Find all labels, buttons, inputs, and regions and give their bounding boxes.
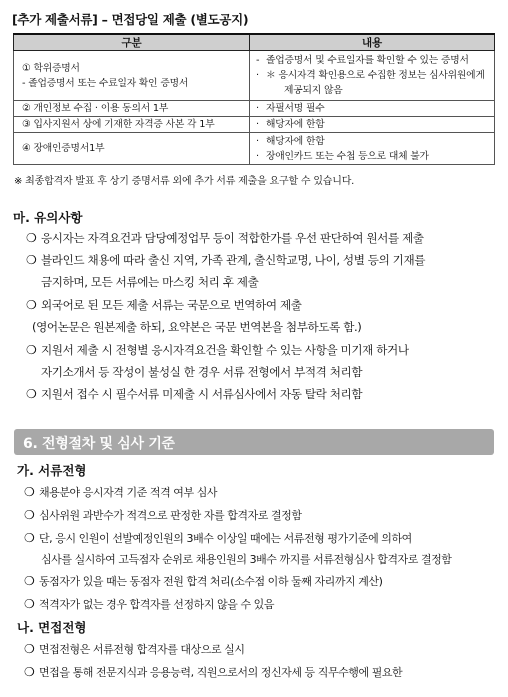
table-cell: ④ 장애인증명서1부 bbox=[14, 133, 250, 165]
table-row bbox=[14, 101, 495, 117]
list-item: ❍ 적격자가 없는 경우 합격자를 선정하지 않을 수 있음 bbox=[24, 597, 275, 611]
table-footnote: ※ 최종합격자 발표 후 상기 증명서류 외에 추가 서류 제출을 요구할 수 있습니다. bbox=[14, 176, 355, 187]
list-item-continuation: (영어논문은 원본제출 하되, 요약본은 국문 번역본을 첨부하도록 함.) bbox=[32, 320, 362, 334]
list-item-continuation: 심사를 실시하여 고득점자 순위로 채용인원의 3배수 까지를 서류전형심사 합격자로 결정함 bbox=[41, 553, 452, 566]
section-heading: 마. 유의사항 bbox=[13, 210, 83, 225]
subsection-heading: 가. 서류전형 bbox=[17, 463, 87, 478]
cell-line: ① 학위증명서 bbox=[22, 62, 80, 74]
document-title: [추가 제출서류] – 면접당일 제출 (별도공지) bbox=[12, 12, 249, 27]
list-item-continuation: 금지하며, 모든 서류에는 마스킹 처리 후 제출 bbox=[41, 275, 259, 289]
table-cell: · 해당자에 한함 · 장애인카드 또는 수첩 등으로 대체 불가 bbox=[250, 133, 495, 165]
table-header-row bbox=[14, 34, 495, 51]
table-cell: ③ 입사지원서 상에 기재한 자격증 사본 각 1부 bbox=[14, 117, 250, 133]
table-cell bbox=[250, 51, 495, 101]
list-item: ❍ 면접전형은 서류전형 합격자를 대상으로 실시 bbox=[24, 642, 245, 656]
list-item: ❍ 동점자가 있을 때는 동점자 전원 합격 처리(소수점 이하 둘째 자리까지 계산) bbox=[24, 574, 383, 588]
cell-line: 제공되지 않음 bbox=[284, 85, 343, 96]
list-item: ❍ 단, 응시 인원이 선발예정인원의 3배수 이상일 때에는 서류전형 평가기준에 의하여 bbox=[24, 531, 412, 545]
table-header-content: 내용 bbox=[250, 34, 495, 51]
required-documents-table bbox=[13, 33, 495, 165]
subsection-heading: 나. 면접전형 bbox=[17, 620, 87, 635]
list-item: ❍ 외국어로 된 모든 제출 서류는 국문으로 번역하여 제출 bbox=[26, 298, 302, 312]
cell-line: - 졸업증명서 또는 수료일자 확인 증명서 bbox=[22, 77, 189, 89]
cell-line: · ＊ 응시자격 확인용으로 수집한 정보는 심사위원에게 bbox=[256, 70, 485, 81]
table-cell bbox=[14, 51, 250, 101]
table-row bbox=[14, 117, 495, 133]
table-row bbox=[14, 133, 495, 165]
list-item-continuation: 자기소개서 등 작성이 불성실 한 경우 서류 전형에서 부적격 처리함 bbox=[41, 365, 363, 379]
cell-line: - 졸업증명서 및 수료일자를 확인할 수 있는 증명서 bbox=[256, 55, 469, 66]
list-item: ❍ 지원서 제출 시 전형별 응시자격요건을 확인할 수 있는 사항을 미기재 하거나 bbox=[26, 343, 409, 357]
table-row bbox=[14, 51, 495, 101]
list-item: ❍ 채용분야 응시자격 기준 적격 여부 심사 bbox=[24, 485, 218, 499]
section-banner: 6. 전형절차 및 심사 기준 bbox=[14, 429, 494, 455]
table-cell: · 자필서명 필수 bbox=[250, 101, 495, 117]
table-cell: ② 개인정보 수집 · 이용 동의서 1부 bbox=[14, 101, 250, 117]
list-item: ❍ 블라인드 채용에 따라 출신 지역, 가족 관계, 출신학교명, 나이, 성별 등의 기재를 bbox=[26, 253, 426, 267]
table-header-category: 구분 bbox=[14, 34, 250, 51]
list-item: ❍ 응시자는 자격요건과 담당예정업무 등이 적합한가를 우선 판단하여 원서를 제출 bbox=[26, 231, 424, 245]
table-cell: · 해당자에 한함 bbox=[250, 117, 495, 133]
list-item: ❍ 심사위원 과반수가 적격으로 판정한 자를 합격자로 결정함 bbox=[24, 508, 302, 522]
list-item: ❍ 면접을 통해 전문지식과 응용능력, 직원으로서의 정신자세 등 직무수행에 필요한 bbox=[24, 665, 403, 679]
list-item: ❍ 지원서 접수 시 필수서류 미제출 시 서류심사에서 자동 탈락 처리함 bbox=[26, 387, 363, 401]
